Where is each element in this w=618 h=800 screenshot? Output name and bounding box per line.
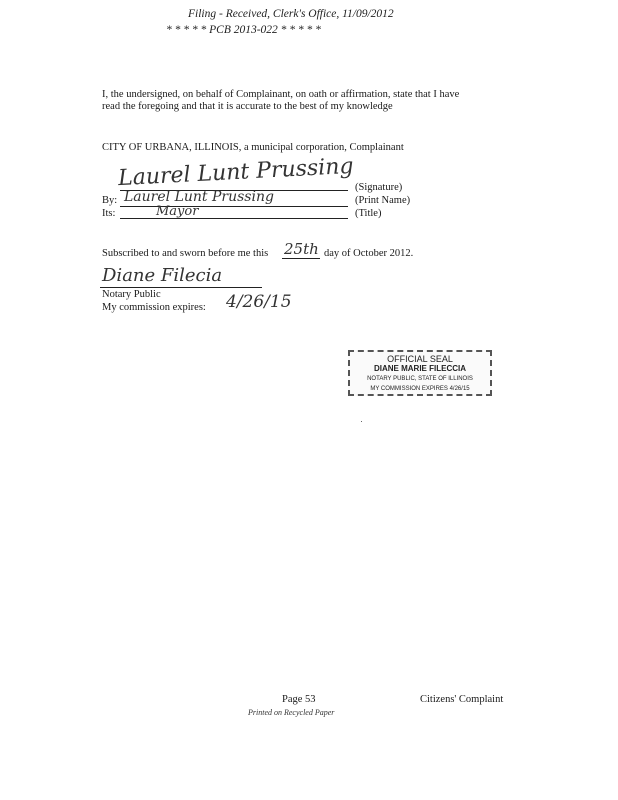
seal-line-3: NOTARY PUBLIC, STATE OF ILLINOIS (367, 376, 473, 382)
oath-statement-line1: I, the undersigned, on behalf of Complainant, on oath or affirmation, state that I have (102, 89, 460, 100)
handwritten-expiry: 4/26/15 (226, 292, 292, 312)
title-label: (Title) (355, 208, 382, 219)
seal-line-2: DIANE MARIE FILECCIA (374, 364, 466, 373)
handwritten-print-name: Laurel Lunt Prussing (124, 189, 274, 205)
filing-stamp-line1: Filing - Received, Clerk's Office, 11/09/2012 (188, 8, 394, 20)
document-title: Citizens' Complaint (420, 694, 504, 705)
page-number: Page 53 (282, 694, 316, 705)
seal-line-4: MY COMMISSION EXPIRES 4/26/15 (370, 386, 470, 392)
notary-seal-stamp (348, 350, 492, 396)
handwritten-title: Mayor (156, 204, 199, 219)
sworn-text-after: day of October 2012. (324, 248, 414, 259)
day-line (282, 258, 320, 259)
sworn-text-before: Subscribed to and sworn before me this (102, 248, 269, 259)
scan-speck (361, 421, 362, 422)
notary-handwritten-signature: Diane Filecia (102, 265, 223, 286)
oath-statement-line2: read the foregoing and that it is accurate to the best of my knowledge (102, 101, 393, 112)
handwritten-day: 25th (284, 240, 319, 258)
seal-line-1: OFFICIAL SEAL (387, 354, 453, 364)
recycled-paper-note: Printed on Recycled Paper (248, 708, 335, 717)
its-label: Its: (102, 208, 116, 219)
handwritten-signature: Laurel Lunt Prussing (117, 153, 355, 192)
filing-stamp-line2: * * * * * PCB 2013-022 * * * * * (166, 24, 321, 36)
print-name-label: (Print Name) (355, 195, 411, 206)
commission-label: My commission expires: (102, 302, 206, 313)
title-line (120, 218, 348, 219)
notary-signature-line (100, 287, 262, 288)
signature-label: (Signature) (355, 182, 403, 193)
by-label: By: (102, 195, 118, 206)
complainant-name: CITY OF URBANA, ILLINOIS, a municipal corporation, Complainant (102, 142, 404, 153)
notary-public-label: Notary Public (102, 289, 161, 300)
print-name-line (120, 206, 348, 207)
